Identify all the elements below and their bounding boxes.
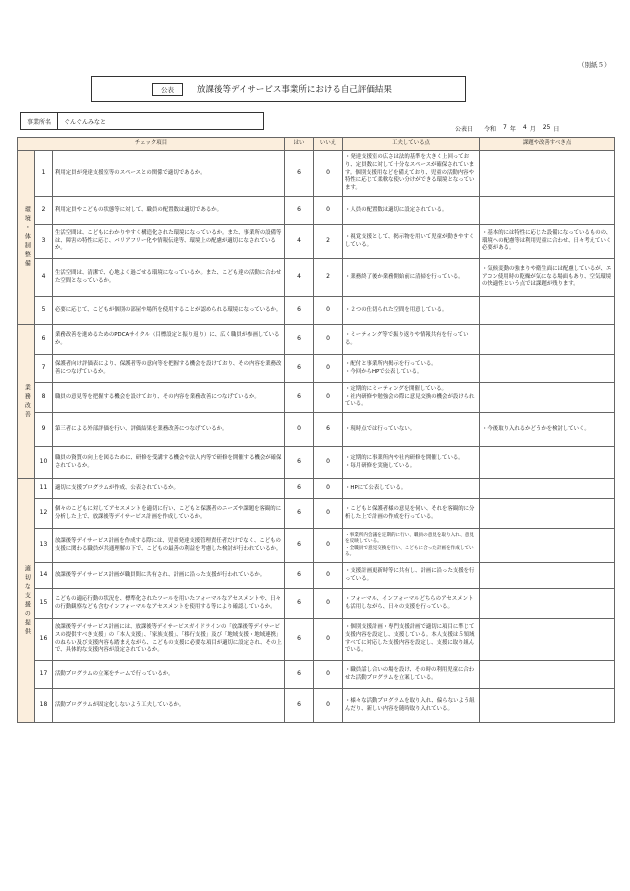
table-row bbox=[18, 225, 615, 259]
issues-text bbox=[480, 689, 615, 723]
evaluation-table bbox=[17, 137, 615, 723]
issues-text bbox=[480, 383, 615, 413]
yes-count: 6 bbox=[285, 589, 314, 619]
row-number: 17 bbox=[35, 661, 53, 689]
table-row bbox=[18, 197, 615, 225]
annex-label: （別紙５） bbox=[578, 61, 611, 69]
no-count: 2 bbox=[314, 259, 343, 297]
issues-text bbox=[480, 355, 615, 383]
pub-year: 7 bbox=[503, 124, 507, 131]
publication-date bbox=[455, 124, 559, 133]
check-item-text: 放課後等デイサービス計画が職員間に共有され、計画に沿った支援が行われているか。 bbox=[53, 563, 285, 589]
yes-count: 0 bbox=[285, 413, 314, 447]
check-item-text: 適切に支援プログラムが作成、公表されているか。 bbox=[53, 479, 285, 499]
table-row bbox=[18, 151, 615, 197]
yes-count: 6 bbox=[285, 619, 314, 661]
yes-count: 6 bbox=[285, 689, 314, 723]
row-number: 6 bbox=[35, 325, 53, 355]
issues-text bbox=[480, 447, 615, 479]
category-label: 業務改善 bbox=[18, 325, 35, 479]
issues-text bbox=[480, 661, 615, 689]
category-label: 適切な支援の提供 bbox=[18, 479, 35, 723]
table-row bbox=[18, 355, 615, 383]
check-item-text: 放課後等デイサービス計画には、放課後等デイサービスガイドラインの「放課後等デイサービスの提供すべき支援」の「本人支援」、「家族支援」、「移行支援」及び「地域支援・地域連携」のねらい及び支援内容も踏まえながら、こどもの支援に必要な項目が適切に設定され、その上で、具体的な支援内容が設定されているか。 bbox=[53, 619, 285, 661]
check-item-text: 業務改善を進めるためのPDCAサイクル（目標設定と振り返り）に、広く職員が参画しているか。 bbox=[53, 325, 285, 355]
row-number: 18 bbox=[35, 689, 53, 723]
no-count: 0 bbox=[314, 297, 343, 325]
table-row bbox=[18, 589, 615, 619]
table-row bbox=[18, 563, 615, 589]
issues-text bbox=[480, 563, 615, 589]
table-row bbox=[18, 661, 615, 689]
check-item-text: 個々のこどもに対してアセスメントを適切に行い、こどもと保護者のニーズや課題を客観的に分析した上で、放課後等デイサービス計画を作成しているか。 bbox=[53, 499, 285, 529]
table-row bbox=[18, 413, 615, 447]
table-row bbox=[18, 325, 615, 355]
yes-count: 6 bbox=[285, 355, 314, 383]
no-count: 0 bbox=[314, 383, 343, 413]
efforts-text: ・こどもと保護者様の意見を伺い、それを客観的に分析した上で計画の作成を行っている。 bbox=[343, 499, 480, 529]
yes-count: 6 bbox=[285, 297, 314, 325]
efforts-text: ・様々な活動プログラムを取り入れ、偏らないよう組んだり、新しい内容を随時取り入れている。 bbox=[343, 689, 480, 723]
col-check-header: チェック項目 bbox=[18, 138, 285, 151]
efforts-text: ・発達支援室の広さは法的基準を大きく上回っており、定員数に対して十分なスペースが確保されています。個別支援用などを備えており、児童の活動内容や特性に応じて柔軟な使い分けができる環境となっています。 bbox=[343, 151, 480, 197]
efforts-text: ・個別支援計画・専門支援計画で適切に項目に準じて支援内容を設定し、支援している。本人支援は５領域すべてに対応した支援内容を設定し、支援に取り組んでいる。 bbox=[343, 619, 480, 661]
no-count: 0 bbox=[314, 447, 343, 479]
efforts-text: ・支援計画更新時等に共有し、計画に沿った支援を行っている。 bbox=[343, 563, 480, 589]
row-number: 16 bbox=[35, 619, 53, 661]
page-title: 放課後等デイサービス事業所における自己評価結果 bbox=[197, 85, 392, 95]
col-efforts-header: 工夫している点 bbox=[343, 138, 480, 151]
check-item-text: 職員の意見等を把握する機会を設けており、その内容を業務改善につなげているか。 bbox=[53, 383, 285, 413]
efforts-text: ・HPにて公表している。 bbox=[343, 479, 480, 499]
efforts-text: ・現時点では行っていない。 bbox=[343, 413, 480, 447]
yes-count: 6 bbox=[285, 383, 314, 413]
no-count: 0 bbox=[314, 619, 343, 661]
issues-text bbox=[480, 151, 615, 197]
row-number: 9 bbox=[35, 413, 53, 447]
check-item-text: 利用定員やこどもの状態等に対して、職員の配置数は適切であるか。 bbox=[53, 197, 285, 225]
efforts-text: ・ミーティング等で振り返りや情報共有を行っている。 bbox=[343, 325, 480, 355]
no-count: 2 bbox=[314, 225, 343, 259]
check-item-text: 放課後等デイサービス計画を作成する際には、児童発達支援管理責任者だけでなく、こどもの支援に関わる職員が共通理解の下で、こどもの最善の利益を考慮した検討が行われているか。 bbox=[53, 529, 285, 563]
efforts-text: ・事業所内会議を定期的に行い、職員の意見を取り入れ、意見を反映している。 ・全職員で意見交換を行い、こどもに合った計画を作成している。 bbox=[343, 529, 480, 563]
no-count: 0 bbox=[314, 151, 343, 197]
check-item-text: 活動プログラムの立案をチームで行っているか。 bbox=[53, 661, 285, 689]
issues-text bbox=[480, 197, 615, 225]
pub-label: 公表日 bbox=[455, 126, 474, 133]
check-item-text: 職員の資質の向上を図るために、研修を受講する機会や法人内等で研修を開催する機会が確保されているか。 bbox=[53, 447, 285, 479]
office-box bbox=[20, 112, 264, 130]
check-item-text: 活動プログラムが固定化しないよう工夫しているか。 bbox=[53, 689, 285, 723]
no-count: 0 bbox=[314, 529, 343, 563]
yes-count: 6 bbox=[285, 151, 314, 197]
office-name: ぐんぐんみなと bbox=[64, 118, 107, 126]
row-number: 12 bbox=[35, 499, 53, 529]
col-issues-header: 課題や改善すべき点 bbox=[480, 138, 615, 151]
no-count: 0 bbox=[314, 355, 343, 383]
table-row bbox=[18, 499, 615, 529]
yes-count: 4 bbox=[285, 259, 314, 297]
efforts-text: ・視覚支援として、掲示物を用いて児童が動きやすくしている。 bbox=[343, 225, 480, 259]
table-row bbox=[18, 447, 615, 479]
no-count: 0 bbox=[314, 563, 343, 589]
efforts-text: ・職員話し合いの場を設け、その時の利用児童に合わせた活動プログラムを立案している。 bbox=[343, 661, 480, 689]
row-number: 5 bbox=[35, 297, 53, 325]
col-yes-header: はい bbox=[285, 138, 314, 151]
yes-count: 6 bbox=[285, 325, 314, 355]
efforts-text: ・配付と事業所内掲示を行っている。 ・今回からHPで公表している。 bbox=[343, 355, 480, 383]
issues-text bbox=[480, 479, 615, 499]
issues-text: ・今後取り入れるかどうかを検討していく。 bbox=[480, 413, 615, 447]
office-label: 事業所名 bbox=[21, 113, 58, 129]
row-number: 4 bbox=[35, 259, 53, 297]
table-row bbox=[18, 383, 615, 413]
yes-count: 6 bbox=[285, 499, 314, 529]
pub-year-unit: 年 bbox=[509, 126, 516, 133]
table-header-row bbox=[18, 138, 615, 151]
row-number: 10 bbox=[35, 447, 53, 479]
check-item-text: 保護者向け評価表により、保護者等の意向等を把握する機会を設けており、その内容を業務改善につなげているか。 bbox=[53, 355, 285, 383]
title-box bbox=[91, 76, 466, 102]
table-row bbox=[18, 479, 615, 499]
no-count: 0 bbox=[314, 197, 343, 225]
table-row bbox=[18, 297, 615, 325]
row-number: 15 bbox=[35, 589, 53, 619]
row-number: 2 bbox=[35, 197, 53, 225]
table-row bbox=[18, 689, 615, 723]
efforts-text: ・２つの仕切られた空間を用意している。 bbox=[343, 297, 480, 325]
pub-month: 4 bbox=[522, 124, 527, 131]
issues-text bbox=[480, 325, 615, 355]
check-item-text: 第三者による外部評価を行い、評価結果を業務改善につなげているか。 bbox=[53, 413, 285, 447]
efforts-text: ・定期的にミーティングを開催している。 ・社内研修や勉強会の際に意見交換の機会が設けられている。 bbox=[343, 383, 480, 413]
no-count: 0 bbox=[314, 589, 343, 619]
issues-text: ・基本的には特性に応じた設備になっているものの、環境への配慮等は利用児童に合わせ、日々考えていく必要がある。 bbox=[480, 225, 615, 259]
yes-count: 6 bbox=[285, 447, 314, 479]
no-count: 0 bbox=[314, 689, 343, 723]
check-item-text: 必要に応じて、こどもが個別の部屋や場所を使用することが認められる環境になっているか。 bbox=[53, 297, 285, 325]
pub-day: 25 bbox=[542, 124, 551, 131]
yes-count: 6 bbox=[285, 479, 314, 499]
pub-day-unit: 日 bbox=[553, 126, 560, 133]
issues-text: ・気候変動の強まりや衛生面には配慮しているが、エアコン使用時の乾燥が気になる場面もあり、空気環境の快適性という点では課題が残ります。 bbox=[480, 259, 615, 297]
row-number: 3 bbox=[35, 225, 53, 259]
check-item-text: 利用定員が発達支援室等のスペースとの関係で適切であるか。 bbox=[53, 151, 285, 197]
pub-era: 令和 bbox=[484, 126, 497, 133]
issues-text bbox=[480, 529, 615, 563]
no-count: 0 bbox=[314, 325, 343, 355]
table-row bbox=[18, 529, 615, 563]
row-number: 14 bbox=[35, 563, 53, 589]
row-number: 1 bbox=[35, 151, 53, 197]
yes-count: 6 bbox=[285, 563, 314, 589]
efforts-text: ・人員の配置数は適切に設定されている。 bbox=[343, 197, 480, 225]
row-number: 11 bbox=[35, 479, 53, 499]
table-row bbox=[18, 259, 615, 297]
efforts-text: ・業務終了後か業務開始前に清掃を行っている。 bbox=[343, 259, 480, 297]
table-row bbox=[18, 619, 615, 661]
no-count: 0 bbox=[314, 661, 343, 689]
issues-text bbox=[480, 499, 615, 529]
col-no-header: いいえ bbox=[314, 138, 343, 151]
row-number: 13 bbox=[35, 529, 53, 563]
no-count: 0 bbox=[314, 499, 343, 529]
check-item-text: 生活空間は、清潔で、心地よく過ごせる環境になっているか。また、こども達の活動に合わせた空間となっているか。 bbox=[53, 259, 285, 297]
issues-text bbox=[480, 297, 615, 325]
check-item-text: 生活空間は、こどもにわかりやすく構造化された環境になっているか。また、事業所の設備等は、障害の特性に応じ、バリアフリー化や情報伝達等、環境上の配慮が適切になされているか。 bbox=[53, 225, 285, 259]
yes-count: 4 bbox=[285, 225, 314, 259]
publication-tag: 公表 bbox=[152, 83, 183, 96]
row-number: 8 bbox=[35, 383, 53, 413]
issues-text bbox=[480, 589, 615, 619]
yes-count: 6 bbox=[285, 529, 314, 563]
check-item-text: こどもの適応行動の状況を、標準化されたツールを用いたフォーマルなアセスメントや、日々の行動観察なども含むインフォーマルなアセスメントを使用する等により確認しているか。 bbox=[53, 589, 285, 619]
issues-text bbox=[480, 619, 615, 661]
yes-count: 6 bbox=[285, 661, 314, 689]
row-number: 7 bbox=[35, 355, 53, 383]
efforts-text: ・フォーマル、インフォーマルどちらのアセスメントも活用しながら、日々の支援を行っている。 bbox=[343, 589, 480, 619]
no-count: 6 bbox=[314, 413, 343, 447]
yes-count: 6 bbox=[285, 197, 314, 225]
category-label: 環境・体制整備 bbox=[18, 151, 35, 325]
efforts-text: ・定期的に事業所内や社内研修を開催している。 ・毎月研修を実施している。 bbox=[343, 447, 480, 479]
pub-month-unit: 月 bbox=[529, 126, 536, 133]
no-count: 0 bbox=[314, 479, 343, 499]
